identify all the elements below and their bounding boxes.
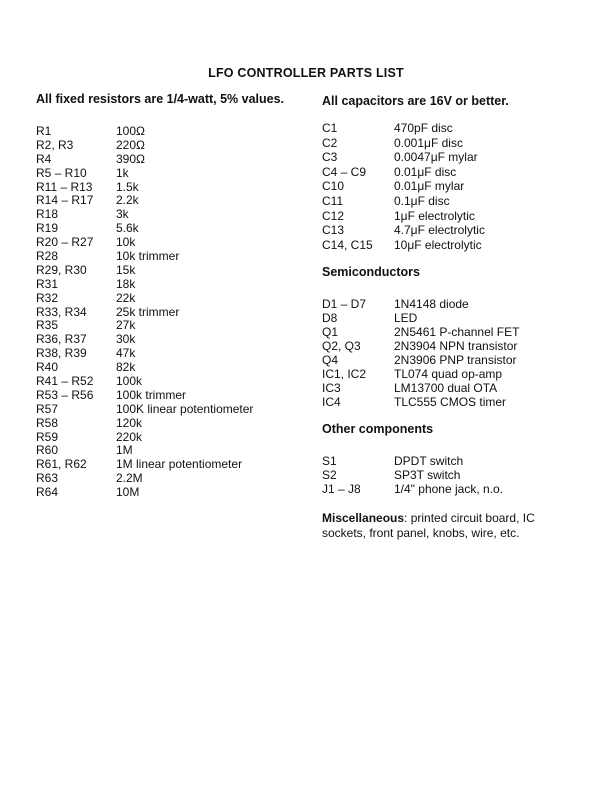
capacitor-list xyxy=(322,121,592,252)
part-row xyxy=(322,194,592,209)
resistors-heading: All fixed resistors are 1/4-watt, 5% values. xyxy=(36,92,285,106)
part-row xyxy=(322,368,592,382)
part-reference: R31 xyxy=(36,276,59,291)
part-value: 3k xyxy=(116,207,129,222)
part-reference: J1 – J8 xyxy=(322,482,361,497)
part-row xyxy=(36,361,306,375)
part-value: 0.001μF disc xyxy=(394,135,463,150)
resistor-list xyxy=(36,125,306,500)
part-row xyxy=(322,136,592,151)
part-reference: C13 xyxy=(322,223,345,238)
part-value: 470pF disc xyxy=(394,121,453,135)
part-value: 25k trimmer xyxy=(116,304,180,319)
part-reference: Q2, Q3 xyxy=(322,339,361,354)
part-reference: C12 xyxy=(322,208,345,223)
part-value: 10μF electrolytic xyxy=(394,237,482,252)
part-value: 2N3906 PNP transistor xyxy=(394,352,517,367)
part-row xyxy=(36,389,306,403)
part-reference: R36, R37 xyxy=(36,332,87,347)
part-value: 220Ω xyxy=(116,137,145,152)
part-row xyxy=(322,209,592,224)
part-reference: R60 xyxy=(36,443,59,458)
part-row xyxy=(36,472,306,486)
semiconductors-heading: Semiconductors xyxy=(322,265,420,280)
part-row xyxy=(36,319,306,333)
part-row xyxy=(36,333,306,347)
part-value: 4.7μF electrolytic xyxy=(394,223,485,238)
part-row xyxy=(322,121,592,136)
part-value: 1.5k xyxy=(116,179,139,194)
part-reference: C4 – C9 xyxy=(322,164,367,179)
part-value: 22k xyxy=(116,290,136,305)
part-value: 120k xyxy=(116,415,143,430)
part-row xyxy=(36,431,306,445)
part-reference: R11 – R13 xyxy=(36,179,93,194)
part-reference: R41 – R52 xyxy=(36,374,94,389)
part-row xyxy=(322,340,592,354)
part-reference: D1 – D7 xyxy=(322,297,367,312)
miscellaneous-note xyxy=(322,511,552,541)
part-value: TL074 quad op-amp xyxy=(394,366,503,381)
part-row xyxy=(322,238,592,253)
part-reference: R32 xyxy=(36,290,59,305)
part-row xyxy=(322,223,592,238)
part-row xyxy=(322,298,592,312)
part-row xyxy=(322,312,592,326)
part-value: 30k xyxy=(116,332,136,347)
part-value: 10k trimmer xyxy=(116,249,180,264)
part-row xyxy=(36,375,306,389)
resistors-section xyxy=(36,91,306,500)
part-row xyxy=(36,444,306,458)
part-value: 82k xyxy=(116,360,136,375)
part-reference: R2, R3 xyxy=(36,137,74,152)
part-reference: R4 xyxy=(36,151,52,166)
part-reference: R38, R39 xyxy=(36,346,87,361)
part-reference: R14 – R17 xyxy=(36,193,94,208)
part-reference: R61, R62 xyxy=(36,457,87,472)
part-value: 1M linear potentiometer xyxy=(116,457,243,472)
part-reference: R57 xyxy=(36,401,59,416)
part-value: TLC555 CMOS timer xyxy=(394,394,507,409)
part-row xyxy=(36,292,306,306)
part-value: LED xyxy=(394,311,418,326)
part-reference: Q1 xyxy=(322,325,339,340)
part-reference: R64 xyxy=(36,485,59,500)
part-row xyxy=(322,469,592,483)
part-row xyxy=(322,455,592,469)
semiconductors-section xyxy=(322,264,592,409)
part-reference: IC4 xyxy=(322,394,341,409)
part-value: 100k xyxy=(116,374,143,389)
part-value: LM13700 dual OTA xyxy=(394,380,498,395)
part-reference: R58 xyxy=(36,415,59,430)
part-value: 15k xyxy=(116,262,136,277)
part-row xyxy=(322,326,592,340)
part-reference: R40 xyxy=(36,360,59,375)
part-reference: C14, C15 xyxy=(322,237,373,252)
part-reference: R35 xyxy=(36,318,59,333)
part-row xyxy=(322,483,592,497)
part-row xyxy=(322,179,592,194)
part-row xyxy=(322,354,592,368)
part-reference: C3 xyxy=(322,150,338,165)
part-row xyxy=(322,150,592,165)
part-row xyxy=(36,208,306,222)
part-value: 100K linear potentiometer xyxy=(116,401,254,416)
part-row xyxy=(36,139,306,153)
part-value: 27k xyxy=(116,318,136,333)
semiconductor-list xyxy=(322,298,592,409)
part-row xyxy=(322,396,592,410)
part-value: 1/4" phone jack, n.o. xyxy=(394,482,504,497)
part-reference: R18 xyxy=(36,207,59,222)
part-reference: C11 xyxy=(322,193,344,208)
part-value: 0.01μF disc xyxy=(394,164,457,179)
part-value: 47k xyxy=(116,346,136,361)
part-reference: S2 xyxy=(322,468,337,483)
part-reference: D8 xyxy=(322,311,338,326)
part-value: 2.2k xyxy=(116,193,139,208)
part-value: 5.6k xyxy=(116,221,139,236)
capacitors-section xyxy=(322,93,592,252)
part-reference: S1 xyxy=(322,454,337,469)
part-reference: R19 xyxy=(36,221,59,236)
part-row xyxy=(322,165,592,180)
part-value: 2N5461 P-channel FET xyxy=(394,325,520,340)
other-components-section xyxy=(322,421,592,497)
part-value: 390Ω xyxy=(116,151,145,166)
part-row xyxy=(36,181,306,195)
page-title: LFO CONTROLLER PARTS LIST xyxy=(208,66,404,80)
other-components-heading: Other components xyxy=(322,422,434,437)
part-reference: IC3 xyxy=(322,380,341,395)
part-value: 10M xyxy=(116,485,140,500)
miscellaneous-label: Miscellaneous xyxy=(322,511,405,526)
part-row xyxy=(36,167,306,181)
part-row xyxy=(36,306,306,320)
part-reference: R20 – R27 xyxy=(36,235,94,250)
part-reference: R29, R30 xyxy=(36,262,87,277)
part-reference: R33, R34 xyxy=(36,304,87,319)
part-row xyxy=(322,382,592,396)
part-value: 220k xyxy=(116,429,143,444)
part-reference: C10 xyxy=(322,179,345,194)
part-row xyxy=(36,347,306,361)
part-value: 100Ω xyxy=(116,124,145,138)
part-value: 1N4148 diode xyxy=(394,297,469,312)
part-reference: R63 xyxy=(36,471,59,486)
part-value: 0.0047μF mylar xyxy=(394,150,478,165)
part-row xyxy=(36,264,306,278)
part-row xyxy=(36,458,306,472)
part-value: SP3T switch xyxy=(394,468,461,483)
part-value: 18k xyxy=(116,276,136,291)
capacitors-heading: All capacitors are 16V or better. xyxy=(322,94,509,108)
part-reference: R59 xyxy=(36,429,59,444)
part-value: 1μF electrolytic xyxy=(394,208,475,223)
part-value: 2N3904 NPN transistor xyxy=(394,339,518,354)
part-row xyxy=(36,194,306,208)
part-row xyxy=(36,417,306,431)
part-row xyxy=(36,278,306,292)
part-reference: R53 – R56 xyxy=(36,387,94,402)
part-value: 2.2M xyxy=(116,471,143,486)
part-reference: R1 xyxy=(36,124,52,138)
part-reference: IC1, IC2 xyxy=(322,366,367,381)
part-row xyxy=(36,236,306,250)
part-row xyxy=(36,125,306,139)
part-value: 10k xyxy=(116,235,136,250)
part-row xyxy=(36,222,306,236)
part-row xyxy=(36,486,306,500)
right-column xyxy=(322,93,592,541)
other-components-list xyxy=(322,455,592,497)
part-row xyxy=(36,403,306,417)
part-reference: C2 xyxy=(322,135,338,150)
miscellaneous-text: : printed circuit board, IC sockets, front panel, knobs, wire, etc. xyxy=(322,511,535,541)
part-value: 0.1μF disc xyxy=(394,193,450,208)
part-value: 1M xyxy=(116,443,133,458)
part-reference: Q4 xyxy=(322,352,339,367)
part-reference: R5 – R10 xyxy=(36,165,87,180)
part-row xyxy=(36,250,306,264)
part-reference: C1 xyxy=(322,121,338,135)
part-reference: R28 xyxy=(36,249,59,264)
part-value: 0.01μF mylar xyxy=(394,179,465,194)
part-row xyxy=(36,153,306,167)
part-value: 1k xyxy=(116,165,129,180)
part-value: 100k trimmer xyxy=(116,387,187,402)
part-value: DPDT switch xyxy=(394,454,464,469)
